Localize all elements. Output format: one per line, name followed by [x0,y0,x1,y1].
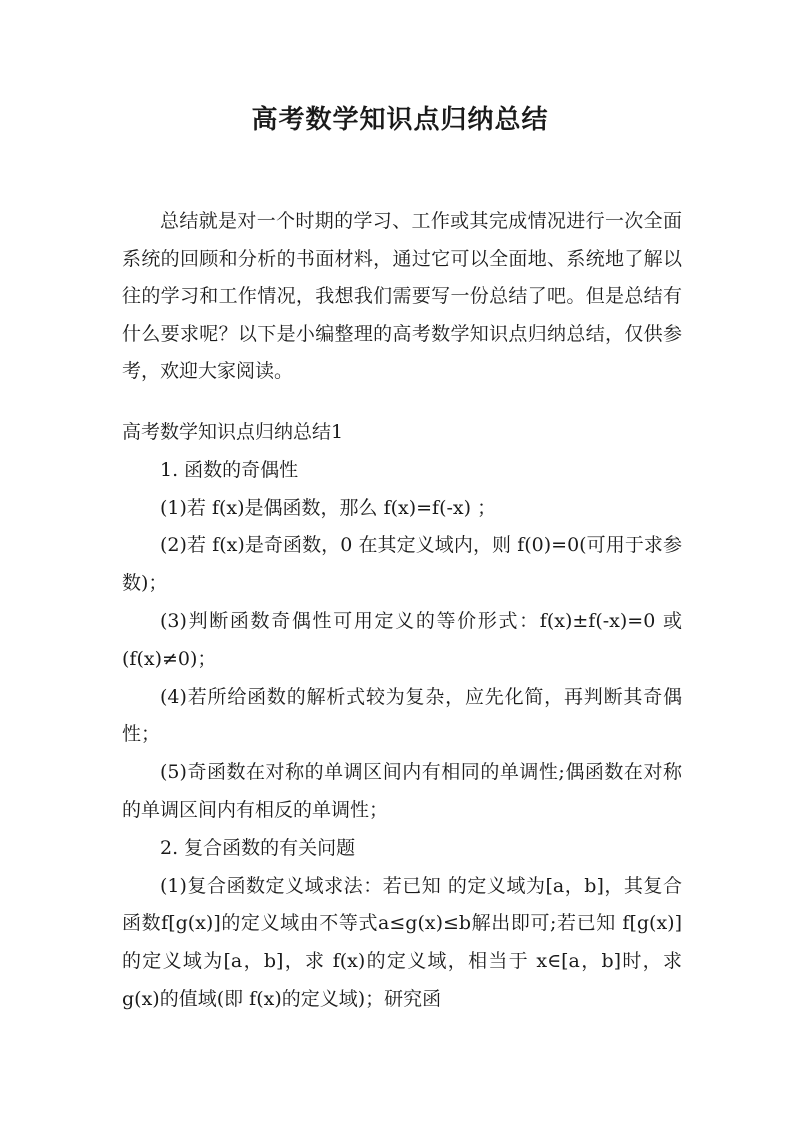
body-paragraph: 1. 函数的奇偶性 [160,458,299,481]
body-paragraph: (4)若所给函数的解析式较为复杂，应先化简，再判断其奇偶性； [122,685,682,746]
body-paragraph: (1)若 f(x)是偶函数，那么 f(x)=f(-x) ； [160,496,497,519]
body-paragraph: (1)复合函数定义域求法：若已知 的定义域为[a，b]，其复合函数f[g(x)]的定义域由不等式a≤g(x)≤b解出即可;若已知 f[g(x)]的定义域为[a，b]，求 f(x)的定义域，相当于 x∈[a，b]时，求 g(x)的值域(即 f(x)的定义域)；研究函 [122,874,682,1010]
body-paragraph: (2)若 f(x)是奇函数，0 在其定义域内，则 f(0)=0(可用于求参数)； [122,534,682,595]
body-paragraph: (3)判断函数奇偶性可用定义的等价形式：f(x)±f(-x)=0 或 (f(x)≠0)； [122,609,682,670]
body-paragraph: (5)奇函数在对称的单调区间内有相同的单调性;偶函数在对称的单调区间内有相反的单调性； [122,761,682,821]
document-body [122,414,682,1019]
intro-paragraph: 总结就是对一个时期的学习、工作或其完成情况进行一次全面系统的回顾和分析的书面材料，通过它可以全面地、系统地了解以往的学习和工作情况，我想我们需要写一份总结了吧。但是总结有什么要求呢？以下是小编整理的高考数学知识点归纳总结，仅供参考，欢迎大家阅读。 [122,210,682,383]
body-paragraph: 2. 复合函数的有关问题 [160,836,356,859]
document-title: 高考数学知识点归纳总结 [251,105,549,135]
section-title: 高考数学知识点归纳总结1 [122,421,344,443]
